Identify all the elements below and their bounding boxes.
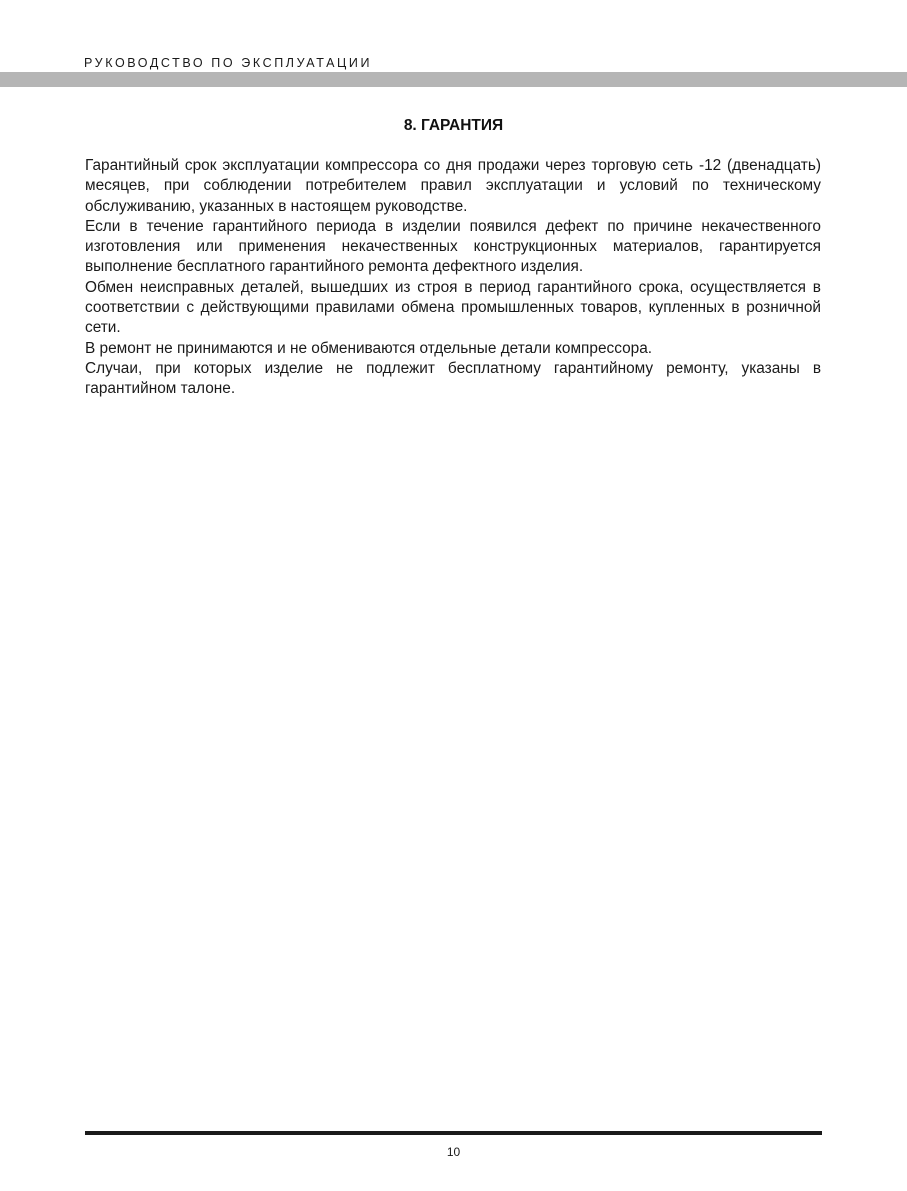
running-header: РУКОВОДСТВО ПО ЭКСПЛУАТАЦИИ (84, 56, 373, 70)
footer-divider (85, 1131, 822, 1135)
paragraph-parts-exchange: Обмен неисправных деталей, вышедших из строя в период гарантийного срока, осуществляется в соответствии с действующими правилами обмена промышленных товаров, купленных в розничной сети. (85, 278, 821, 337)
section-title: 8. ГАРАНТИЯ (403, 117, 504, 134)
page-number: 10 (446, 1145, 461, 1159)
paragraph-warranty-period: Гарантийный срок эксплуатации компрессора со дня продажи через торговую сеть -12 (двенадцать) месяцев, при соблюдении потребителем правил эксплуатации и условий по техническому обслуживанию, указанных в настоящем руководстве. (85, 157, 821, 215)
section-body (85, 156, 821, 400)
header-divider-bar (0, 72, 907, 87)
paragraph-defect-repair: Если в течение гарантийного периода в изделии появился дефект по причине некачественного изготовления или применения некачественных конструкционных материалов, гарантируется выполнение бесплатного гарантийного ремонта дефектного изделия. (85, 217, 821, 276)
paragraph-parts-not-accepted: В ремонт не принимаются и не обмениваются отдельные детали компрессора. (85, 339, 653, 357)
paragraph-warranty-exclusions: Случаи, при которых изделие не подлежит бесплатному гарантийному ремонту, указаны в гарантийном талоне. (85, 359, 821, 398)
